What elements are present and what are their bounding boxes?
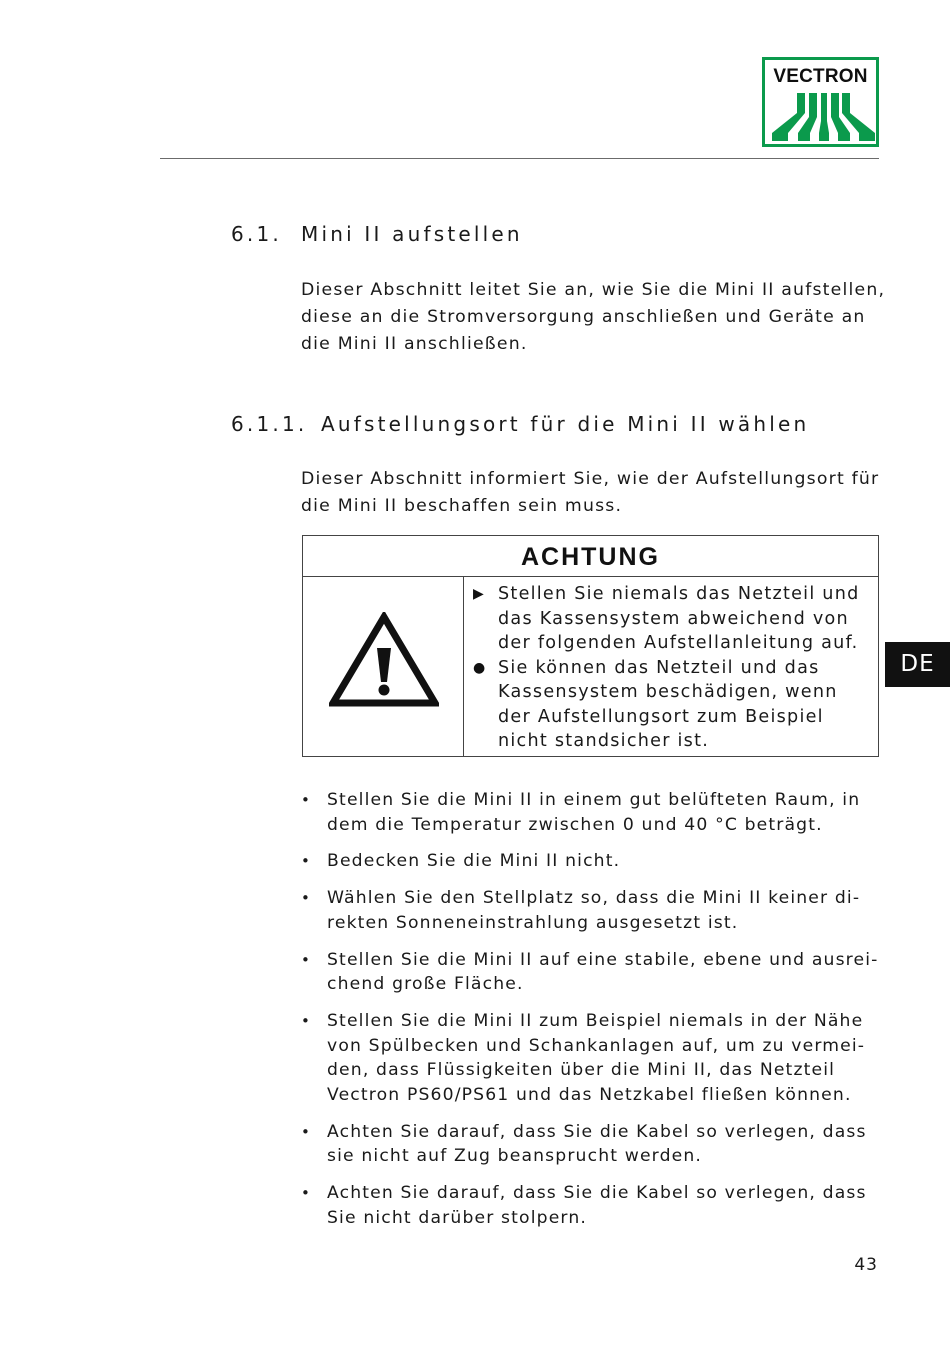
bullet-marker: • <box>301 791 310 809</box>
section-intro-line: diese an die Stromversorgung anschließen und Geräte an <box>301 307 866 327</box>
list-item <box>301 1181 891 1230</box>
warning-item-line: Sie können das Netzteil und das <box>498 657 820 678</box>
list-item <box>301 948 891 997</box>
subsection-intro-line: Dieser Abschnitt informiert Sie, wie der Aufstellungsort für <box>301 469 880 489</box>
page-number: 43 <box>854 1255 878 1275</box>
list-item-line: rekten Sonneneinstrahlung ausgesetzt ist. <box>327 912 739 933</box>
list-item <box>301 788 891 837</box>
warning-item-line: nicht standsicher ist. <box>498 731 710 751</box>
warning-list <box>473 582 878 754</box>
section-title: Mini II aufstellen <box>301 222 523 246</box>
language-tab: DE <box>885 642 950 687</box>
warning-marker: ▶ <box>473 586 484 602</box>
section-number: 6.1. <box>231 222 282 246</box>
list-item <box>301 1120 891 1169</box>
warning-triangle-icon <box>329 612 439 708</box>
list-item-line: Sie nicht darüber stolpern. <box>327 1207 587 1228</box>
warning-box <box>302 535 879 757</box>
list-item-line: sie nicht auf Zug beansprucht werden. <box>327 1146 703 1167</box>
logo-wordmark: VECTRON <box>773 66 868 87</box>
subsection-intro <box>301 466 891 520</box>
warning-item-line: Stellen Sie niemals das Netzteil und <box>498 584 860 604</box>
list-item-line: dem die Temperatur zwischen 0 und 40 °C beträgt. <box>327 814 823 835</box>
warning-marker: ● <box>473 659 486 676</box>
warning-item-line: der folgenden Aufstellanleitung auf. <box>498 633 859 653</box>
bullet-marker: • <box>301 1011 310 1030</box>
subsection-title: Aufstellungsort für die Mini II wählen <box>321 412 810 436</box>
list-item-line: Stellen Sie die Mini II zum Beispiel niemals in der Nähe <box>327 1010 864 1031</box>
warning-item-line: Kassensystem beschädigen, wenn <box>498 682 838 702</box>
list-item-line: von Spülbecken und Schankanlagen auf, um zu vermei- <box>327 1035 866 1056</box>
subsection-intro-line: die Mini II beschaffen sein muss. <box>301 496 623 516</box>
warning-item-line: das Kassensystem abweichend von <box>498 608 849 629</box>
bullet-marker: • <box>301 1184 310 1203</box>
section-intro <box>301 277 891 358</box>
vectron-logo <box>762 57 879 147</box>
list-item-line: Bedecken Sie die Mini II nicht. <box>327 851 621 872</box>
list-item-line: Stellen Sie die Mini II auf eine stabile, ebene und ausrei- <box>327 949 879 970</box>
warning-item <box>473 656 878 754</box>
logo-bars-icon <box>771 91 876 143</box>
list-item-line: Wählen Sie den Stellplatz so, dass die Mini II keiner di- <box>327 888 861 909</box>
list-item-line: Achten Sie darauf, dass Sie die Kabel so verlegen, dass <box>327 1183 867 1204</box>
bullet-marker: • <box>301 852 310 871</box>
list-item-line: den, dass Flüssigkeiten über die Mini II, das Netzteil <box>327 1060 836 1081</box>
instruction-list <box>301 788 891 1243</box>
list-item-line: Stellen Sie die Mini II in einem gut belüfteten Raum, in <box>327 790 861 810</box>
warning-heading: ACHTUNG <box>303 536 878 577</box>
warning-divider <box>463 576 464 756</box>
list-item <box>301 849 891 874</box>
list-item-line: chend große Fläche. <box>327 974 524 995</box>
bullet-marker: • <box>301 950 310 969</box>
section-intro-line: die Mini II anschließen. <box>301 334 528 354</box>
bullet-marker: • <box>301 1122 310 1141</box>
list-item-line: Vectron PS60/PS61 und das Netzkabel fließen können. <box>327 1085 852 1106</box>
section-intro-line: Dieser Abschnitt leitet Sie an, wie Sie die Mini II aufstellen, <box>301 280 886 300</box>
subsection-number: 6.1.1. <box>231 412 308 436</box>
bullet-marker: • <box>301 889 310 908</box>
list-item <box>301 886 891 935</box>
warning-item <box>473 582 878 656</box>
list-item <box>301 1009 891 1108</box>
header-rule <box>160 158 879 159</box>
warning-item-line: der Aufstellungsort zum Beispiel <box>498 706 824 727</box>
list-item-line: Achten Sie darauf, dass Sie die Kabel so verlegen, dass <box>327 1121 867 1142</box>
